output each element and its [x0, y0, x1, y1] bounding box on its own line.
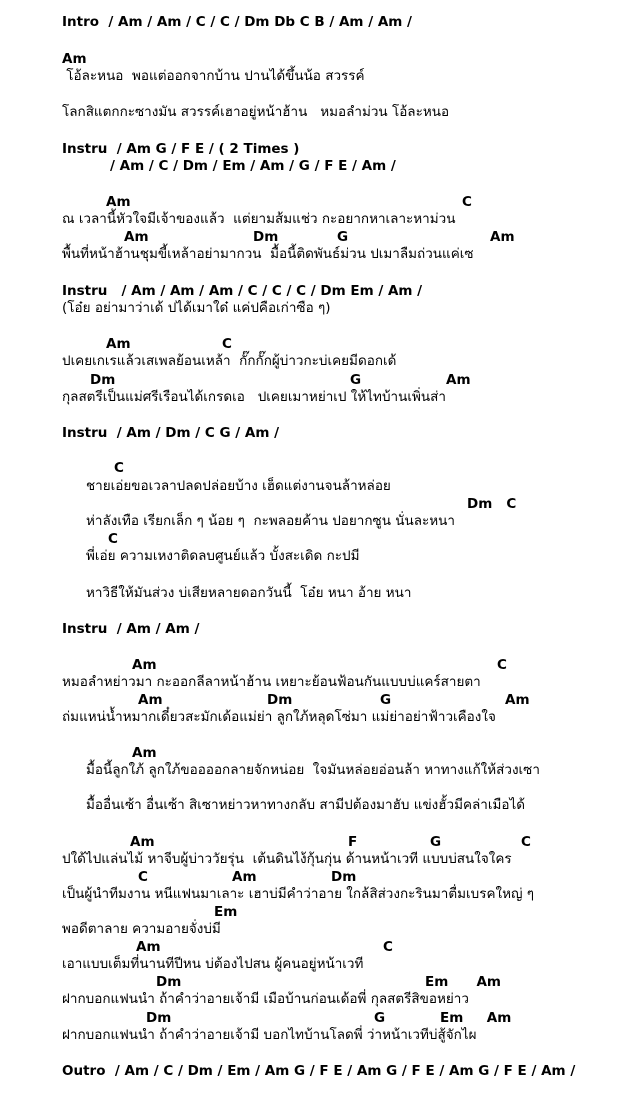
- chord-line: Am: [138, 692, 163, 708]
- lyric-line: ปเคยเกเรแล้วเสเพลย้อนเหล้า กั๊กกั๊กผู้บ่าวกะบ่เคยมีดอกเด้: [62, 353, 397, 369]
- chord-line: C: [521, 834, 531, 850]
- lyric-line: พื้นที่หน้าฮ้านชุมขี้เหล้าอย่ามากวน มื้อนี้ติดพันธ์ม่วน ปเมาลืมถ่วนแค่เซ: [62, 246, 474, 262]
- chord-line: G: [430, 834, 442, 850]
- instru-line: Instru / Am / Am / Am / C / C / C / Dm Em / Am /: [62, 283, 423, 299]
- chord-line: Am: [132, 657, 157, 673]
- chord-line: Dm C: [467, 496, 517, 512]
- chord-line: Am: [490, 229, 515, 245]
- instru-line: / Am / C / Dm / Em / Am / G / F E / Am /: [110, 158, 396, 174]
- lyric-line: ห่าลังเทือ เรียกเล็ก ๆ น้อย ๆ กะพลอยค้าน ปอยากซูน นั่นละหนา: [86, 513, 455, 529]
- lyric-line: มื้ออื่นเซ้า อื่นเซ้า สิเซาหย่าวหาทางกลับ สามีปต้องมาฮับ แข่งฮั้วมีคล่าเมือได้: [86, 797, 526, 813]
- chord-line: G: [380, 692, 392, 708]
- chord-line: Dm: [146, 1010, 172, 1026]
- lyric-line: พี่เอ่ย ความเหงาติดลบศูนย์แล้ว บั้งสะเดิด กะปมี: [86, 548, 360, 564]
- lyric-line: ชายเอ่ยขอเวลาปลดปล่อยบ้าง เฮ็ดแต่งานจนล้าหล่อย: [86, 478, 391, 494]
- lyric-line: หาวิธีให้มันส่วง บ่เสียหลายดอกวันนี้ โอ๋ย หนา อ้าย หนา: [86, 585, 412, 601]
- lyric-line: ฝากบอกแฟนนำ ถ้าคำว่าอายเจ้ามี บอกไทบ้านโลดพี่ ว่าหน้าเวทีบ่สู้จักไผ: [62, 1027, 477, 1043]
- chord-line: G: [350, 372, 362, 388]
- lyric-line: ฝากบอกแฟนนำ ถ้าคำว่าอายเจ้ามี เมือบ้านก่อนเด้อพี่ กุลสตรีสิขอหย่าว: [62, 991, 469, 1007]
- chord-line: Am: [505, 692, 530, 708]
- chord-line: Am: [124, 229, 149, 245]
- chord-line: Am: [132, 745, 157, 761]
- instru-line: Instru / Am / Dm / C G / Am /: [62, 425, 280, 441]
- chord-line: Em Am: [425, 974, 502, 990]
- chord-line: F: [348, 834, 358, 850]
- lyric-line: มื้อนี้ลูกใภ้ ลูกใภ้ขออออกลายจักหน่อย ใจมันหล่อยอ่อนล้า หาทางแก้ให้ส่วงเซา: [86, 762, 540, 778]
- lyric-line: เป็นผู้นำทีมงาน หนีแฟนมาเลาะ เฮาบ่มีคำว่าอาย ใกล้สิส่วงกะรินมาตื่มเบรคใหญ่ ๆ: [62, 886, 535, 902]
- chord-line: C: [383, 939, 393, 955]
- chord-line: Am: [130, 834, 155, 850]
- chord-line: C: [222, 336, 232, 352]
- chord-line: C: [462, 194, 472, 210]
- chord-line: Am: [232, 869, 257, 885]
- lyric-line: ปใด้ไปแล่นไม้ หาจีบผู้บ่าววัยรุ่น เต้นดินไง้กุ้นกุ่น ด้านหน้าเวที แบบบ่สนใจใคร: [62, 851, 512, 867]
- lyric-line: ถ่มแหน่น้ำหมากเดี๋ยวสะมักเด้อแม่ย่า ลูกใภ้หลุดโซ่มา แม่ย่าอย่าฟ้าวเคืองใจ: [62, 709, 496, 725]
- lyric-line: พอดีตาลาย ความอายจั่งบ่มี: [62, 921, 221, 937]
- lyric-line: เอาแบบเต็มที่นานทีปีหน บ่ต้องไปสน ผู้คนอยู่หน้าเวที: [62, 956, 364, 972]
- chord-line: C: [114, 460, 124, 476]
- chord-line: G: [374, 1010, 386, 1026]
- instru-line: Instru / Am G / F E / ( 2 Times ): [62, 141, 300, 157]
- chord-line: Am: [106, 336, 131, 352]
- intro-line: Intro / Am / Am / C / C / Dm Db C B / Am / Am /: [62, 14, 412, 30]
- chord-line: Dm: [253, 229, 279, 245]
- outro-line: Outro / Am / C / Dm / Em / Am G / F E / Am G / F E / Am G / F E / Am /: [62, 1063, 576, 1079]
- lyric-line: โลกสิแตกกะซางมัน สวรรค์เฮาอยู่หน้าฮ้าน หมอลำม่วน โอ้ละหนอ: [62, 104, 450, 120]
- chord-line: Em: [214, 904, 238, 920]
- chord-line: Am: [62, 51, 87, 67]
- chord-line: Dm: [331, 869, 357, 885]
- lyric-line: ณ เวลานี้หัวใจมีเจ้าของแล้ว แต่ยามส้มแช่ว กะอยากหาเลาะหาม่วน: [62, 211, 456, 227]
- lyric-line: หมอลำหย่าวมา กะออกลีลาหน้าฮ้าน เหยาะย้อนฟ้อนกันแบบบ่แคร์สายตา: [62, 674, 481, 690]
- chord-line: Am: [136, 939, 161, 955]
- chord-line: C: [138, 869, 148, 885]
- chord-line: C: [108, 531, 118, 547]
- chord-line: Em Am: [440, 1010, 512, 1026]
- chord-line: Dm: [156, 974, 182, 990]
- chord-line: Am: [446, 372, 471, 388]
- chord-line: G: [337, 229, 349, 245]
- chord-line: Am: [106, 194, 131, 210]
- lyric-line: (โอ๋ย อย่ามาว่าเด้ ปได้เมาใด๋ แค่ปคือเก่าซือ ๆ): [62, 300, 331, 316]
- lyric-line: โอ้ละหนอ พอแต่ออกจากบ้าน ปานได้ขึ้นน้อ สวรรค์: [62, 68, 365, 84]
- chord-line: C: [497, 657, 507, 673]
- instru-line: Instru / Am / Am /: [62, 621, 200, 637]
- chord-line: Dm: [267, 692, 293, 708]
- lyric-line: กุลสตรีเป็นแม่ศรีเรือนได้เกรดเอ ปเคยเมาหย่าเป ให้ไทบ้านเพิ่นส่า: [62, 389, 446, 405]
- chord-line: Dm: [90, 372, 116, 388]
